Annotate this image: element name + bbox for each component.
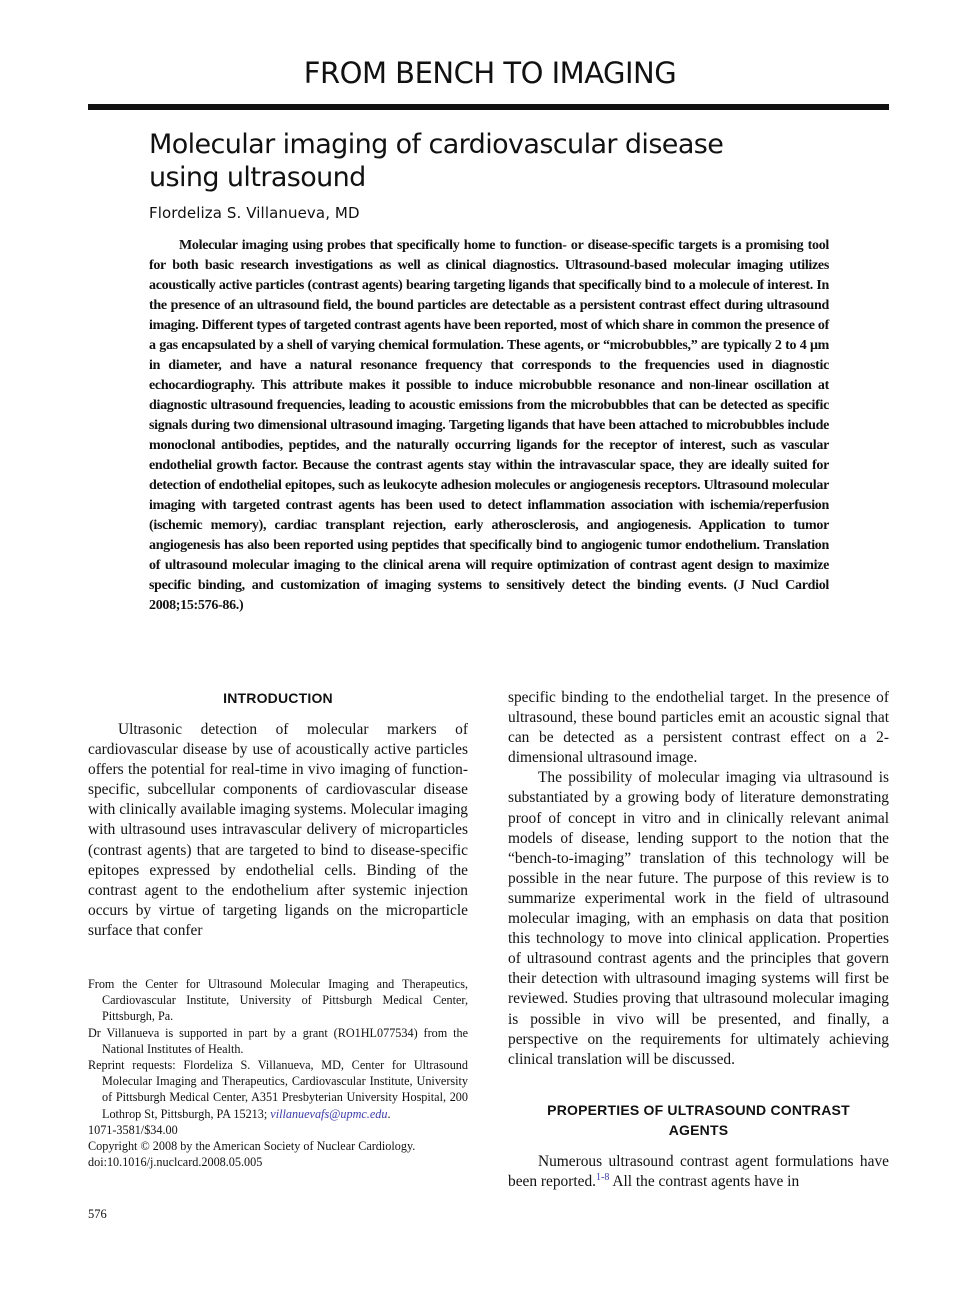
- reprint-note: [88, 1057, 468, 1122]
- footnotes: [88, 976, 468, 1170]
- introduction-heading: INTRODUCTION: [223, 690, 333, 706]
- title-line-1: Molecular imaging of cardiovascular disease: [149, 129, 724, 160]
- intro-paragraph-1: Ultrasonic detection of molecular markers of cardiovascular disease by use of acoustically active particles offers the potential for real-time in vivo imaging of function-specific, subcellular components of cardiovascular disease with clinically available imaging systems. Molecular imaging with ultrasound uses intravascular delivery of microparticles (contrast agents) that are targeted to bind to disease-specific epitopes expressed by endothelial cells. Binding of the contrast agent to the endothelium after systemic injection occurs by virtue of targeting ligands on the microparticle surface that confer: [88, 721, 468, 939]
- properties-heading-line-1: PROPERTIES OF ULTRASOUND CONTRAST: [547, 1101, 850, 1118]
- properties-heading: [508, 1100, 889, 1140]
- right-column: [508, 688, 889, 1192]
- abstract: Molecular imaging using probes that specifically home to function- or disease-specific targets is a promising tool for both basic research investigations as well as clinical diagnostics. Ultrasound-based molecular imaging utilizes acoustically active particles (contrast agents) bearing targeting ligands that specifically bind to a molecule of interest. In the presence of an ultrasound field, the bound particles are detectable as a persistent contrast effect during ultrasound imaging. Different types of targeted contrast agents have been reported, most of which share in common the presence of a gas encapsulated by a shell of varying chemical formulation. These agents, or “microbubbles,” are typically 2 to 4 μm in diameter, and have a natural resonance frequency that corresponds to the frequencies used in diagnostic echocardiography. This attribute makes it possible to induce microbubble resonance and non-linear oscillation at diagnostic ultrasound frequencies, leading to acoustic emissions from the microbubbles that can be detected as specific signals during two dimensional ultrasound imaging. Targeting ligands that have been attached to microbubbles include monoclonal antibodies, peptides, and the naturally occurring ligands for the receptor of interest, such as vascular endothelial growth factor. Because the contrast agents stay within the intravascular space, they are ideally suited for detection of endothelial epitopes, such as leukocyte adhesion molecules or angiogenesis receptors. Ultrasound molecular imaging with targeted contrast agents has been used to detect inflammation association with ischemia/reperfusion (ischemic memory), cardiac transplant rejection, early atherosclerosis, and angiogenesis. Application to tumor angiogenesis has also been reported using peptides that specifically bind to angiogenic tumor endothelium. Translation of ultrasound molecular imaging to the clinical arena will require optimization of contrast agent design to maximize specific binding, and customization of imaging systems to sensitively detect the binding events. (J Nucl Cardiol 2008;15:576-86.): [149, 238, 829, 613]
- intro-paragraph-2: The possibility of molecular imaging via ultrasound is substantiated by a growing body of literature demonstrating proof of concept in vitro and in clinically relevant animal models of disease, lending support to the notion that the “bench-to-imaging” translation of this technology will be possible in the near future. The purpose of this review is to summarize experimental work in the field of ultrasound molecular imaging, with an emphasis on data that position this technology to move into clinical application. Properties of ultrasound contrast agents and the principles that govern their detection with ultrasound imaging systems will first be reviewed. Studies proving that ultrasound molecular imaging is possible in vivo will be presented, and finally, a perspective on the requirements for ultimately achieving clinical translation will be discussed.: [508, 769, 889, 1068]
- properties-text-continued: All the contrast agents have in: [609, 1172, 800, 1190]
- issn: 1071-3581/$34.00: [88, 1122, 178, 1137]
- intro-paragraph-1-continued: specific binding to the endothelial target. In the presence of ultrasound, these bound particles emit an acoustic signal that can be detected as a persistent contrast effect on a 2-dimensional ultrasound image.: [508, 689, 889, 767]
- article-title: [149, 128, 869, 194]
- copyright: Copyright © 2008 by the American Society of Nuclear Cardiology.: [88, 1139, 416, 1154]
- properties-heading-line-2: AGENTS: [668, 1121, 729, 1138]
- funding-note: Dr Villanueva is supported in part by a grant (RO1HL077534) from the National Institutes of Health.: [88, 1025, 468, 1056]
- reference-link[interactable]: 1-8: [596, 1171, 610, 1183]
- properties-paragraph: [508, 1152, 889, 1192]
- reprint-text: Reprint requests: Flordeliza S. Villanueva, MD, Center for Ultrasound Molecular Imaging and Therapeutics, Cardiovascular Institute, University of Pittsburgh Medical Center, A351 Presbyterian University Hospital, 200 Lothrop St, Pittsburgh, PA 15213;: [88, 1058, 468, 1121]
- title-line-2: using ultrasound: [149, 162, 366, 193]
- doi: doi:10.1016/j.nuclcard.2008.05.005: [88, 1155, 263, 1170]
- author: Flordeliza S. Villanueva, MD: [149, 204, 360, 222]
- section-header: FROM BENCH TO IMAGING: [303, 56, 677, 90]
- page-number: 576: [88, 1207, 107, 1221]
- email-link[interactable]: villanuevafs@upmc.edu: [270, 1106, 388, 1121]
- affiliation-note: From the Center for Ultrasound Molecular Imaging and Therapeutics, Cardiovascular Institute, University of Pittsburgh Medical Center, Pittsburgh, Pa.: [88, 977, 468, 1024]
- reprint-end: .: [387, 1106, 391, 1121]
- left-column: [88, 688, 468, 941]
- properties-text: Numerous ultrasound contrast agent formulations have been reported.: [508, 1152, 889, 1190]
- header-rule: [88, 104, 889, 110]
